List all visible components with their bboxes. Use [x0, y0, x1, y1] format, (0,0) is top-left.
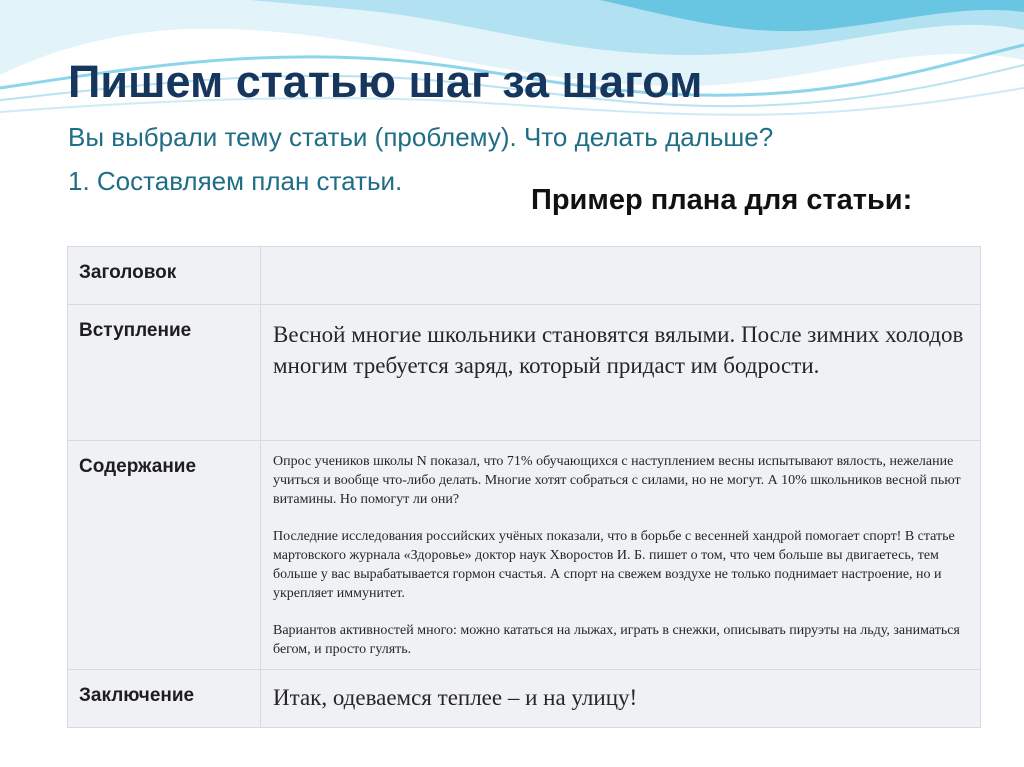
row-label: Заголовок	[68, 247, 261, 305]
table-row	[68, 305, 981, 441]
row-content	[261, 305, 981, 441]
example-label: Пример плана для статьи:	[531, 184, 913, 216]
row-content	[261, 441, 981, 670]
table-row	[68, 670, 981, 728]
step-heading: 1. Составляем план статьи.	[68, 166, 403, 196]
slide-title: Пишем статью шаг за шагом	[68, 56, 703, 107]
table-row	[68, 247, 981, 305]
row-content-empty	[261, 247, 981, 305]
intro-text: Весной многие школьники становятся вялыми. После зимних холодов многим требуется заряд, который придаст им бодрости.	[273, 322, 964, 378]
slide-subtitle: Вы выбрали тему статьи (проблему). Что делать дальше?	[68, 122, 774, 152]
example-label-box	[519, 172, 996, 249]
row-label: Вступление	[68, 305, 261, 441]
conclusion-text: Итак, одеваемся теплее – и на улицу!	[273, 685, 638, 710]
article-plan-table	[67, 246, 981, 728]
content-paragraph: Последние исследования российских учёных показали, что в борьбе с весенней хандрой помогает спорт! В статье мартовского журнала «Здоровье» доктор наук Хворостов И. Б. пишет о том, что чем больше вы двигаетесь, тем больше у вас вырабатывается гормон счастья. А спорт на свежем воздухе не только поднимает настроение, но и укрепляет иммунитет.	[273, 529, 955, 601]
row-label: Содержание	[68, 441, 261, 670]
table-row	[68, 441, 981, 670]
row-label: Заключение	[68, 670, 261, 728]
content-paragraph: Опрос учеников школы N показал, что 71% обучающихся с наступлением весны испытывают вялость, нежелание учиться и вообще что-либо делать. Многие хотят собраться с силами, но не могут. А 10% школьников весной пьют витамины. Но помогут ли они?	[273, 454, 961, 507]
content-paragraph: Вариантов активностей много: можно кататься на лыжах, играть в снежки, описывать пируэты на льду, заниматься бегом, и просто гулять.	[273, 623, 960, 657]
row-content	[261, 670, 981, 728]
